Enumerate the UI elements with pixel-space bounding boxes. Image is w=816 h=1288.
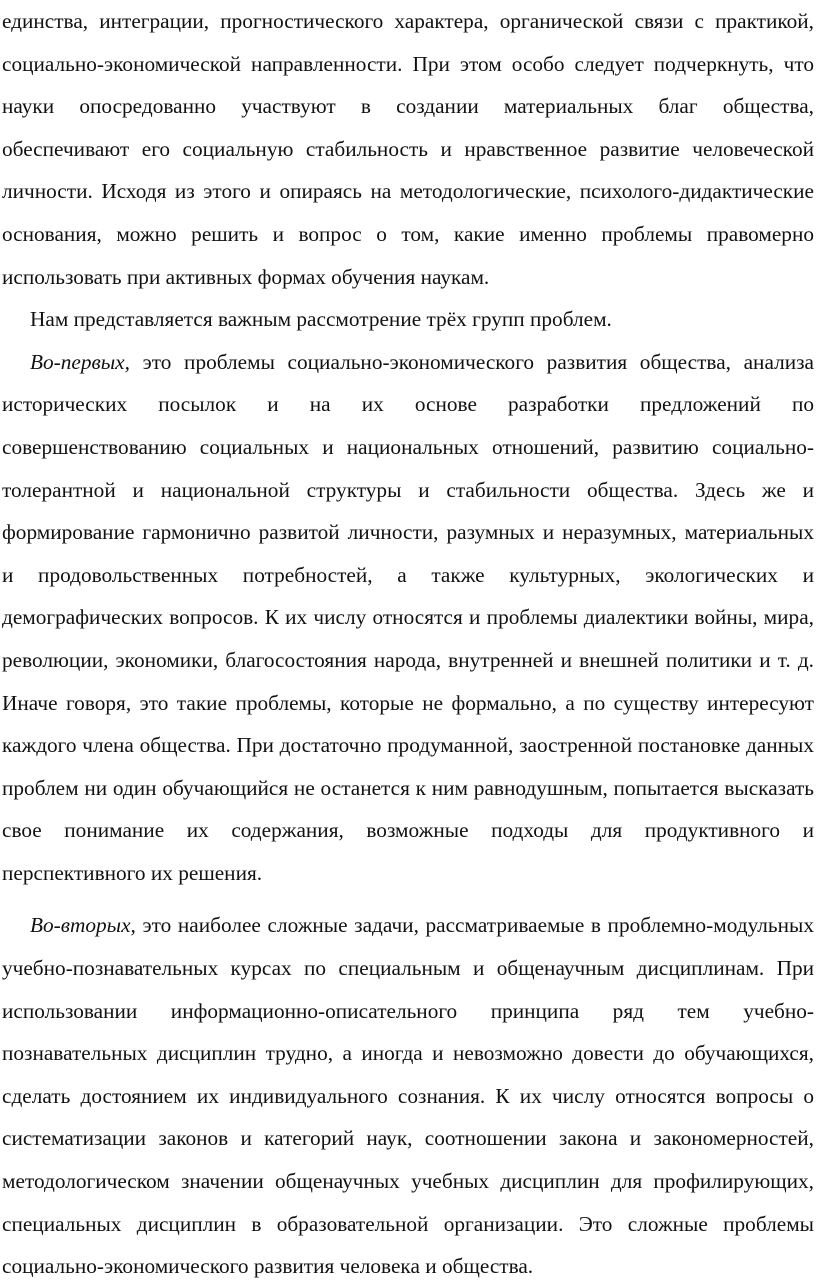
text-line: познавательных дисциплин трудно, а иногда и невозможно довести до обучающихся, bbox=[2, 1041, 814, 1066]
text-line: сделать достоянием их индивидуального сознания. К их числу относятся вопросы о bbox=[2, 1083, 814, 1108]
text-line: формирование гармонично развитой личности, разумных и неразумных, материальных bbox=[2, 520, 814, 545]
text-line: совершенствованию социальных и национальных отношений, развитию социально- bbox=[2, 434, 814, 459]
text-line: Иначе говоря, это такие проблемы, которые не формально, а по существу интересуют bbox=[2, 690, 814, 715]
paragraph-gap bbox=[2, 894, 814, 904]
text-line: социально-экономической направленности. При этом особо следует подчеркнуть, что bbox=[2, 51, 814, 76]
paragraph-first-line bbox=[2, 341, 814, 384]
text-line: и продовольственных потребностей, а также культурных, экологических и bbox=[2, 562, 814, 587]
text-line: каждого члена общества. При достаточно продуманной, заостренной постановке данных bbox=[2, 733, 814, 758]
text-line: перспективного их решения. bbox=[2, 860, 263, 885]
text-line: демографических вопросов. К их числу относятся и проблемы диалектики войны, мира, bbox=[2, 605, 814, 630]
text-line: свое понимание их содержания, возможные подходы для продуктивного и bbox=[2, 818, 814, 843]
text-line: проблем ни один обучающийся не останется к ним равнодушным, попытается высказать bbox=[2, 775, 814, 800]
text-line: науки опосредованно участвуют в создании материальных благ общества, bbox=[2, 94, 814, 119]
text-line: основания, можно решить и вопрос о том, какие именно проблемы правомерно bbox=[2, 221, 814, 246]
paragraph-first-line bbox=[2, 904, 814, 947]
italic-lead: Во-вторых, bbox=[30, 913, 136, 938]
text-line: использовании информационно-описательного принципа ряд тем учебно- bbox=[2, 998, 814, 1023]
text-line: Нам представляется важным рассмотрение трёх групп проблем. bbox=[30, 307, 612, 332]
text-line: исторических посылок и на их основе разработки предложений по bbox=[2, 392, 814, 417]
text-line: единства, интеграции, прогностического характера, органической связи с практикой, bbox=[2, 9, 814, 33]
text-line: обеспечивают его социальную стабильность и нравственное развитие человеческой bbox=[2, 136, 814, 161]
text-line: революции, экономики, благосостояния народа, внутренней и внешней политики и т. д. bbox=[2, 647, 814, 672]
text-line: систематизации законов и категорий наук, соотношении закона и закономерностей, bbox=[2, 1126, 814, 1151]
text-span: это проблемы социально-экономического развития общества, анализа bbox=[142, 349, 814, 374]
text-line: использовать при активных формах обучения наукам. bbox=[2, 264, 490, 289]
text-line: учебно-познавательных курсах по специальным и общенаучным дисциплинам. При bbox=[2, 956, 814, 981]
text-line: толерантной и национальной структуры и стабильности общества. Здесь же и bbox=[2, 477, 814, 502]
text-line: социально-экономического развития человека и общества. bbox=[2, 1254, 534, 1279]
text-span: это наиболее сложные задачи, рассматриваемые в проблемно-модульных bbox=[142, 913, 814, 938]
text-line: личности. Исходя из этого и опираясь на методологические, психолого-дидактические bbox=[2, 179, 814, 204]
italic-lead: Во-первых, bbox=[30, 349, 130, 374]
text-line: методологическом значении общенаучных учебных дисциплин для профилирующих, bbox=[2, 1169, 814, 1194]
text-line: специальных дисциплин в образовательной организации. Это сложные проблемы bbox=[2, 1211, 814, 1236]
